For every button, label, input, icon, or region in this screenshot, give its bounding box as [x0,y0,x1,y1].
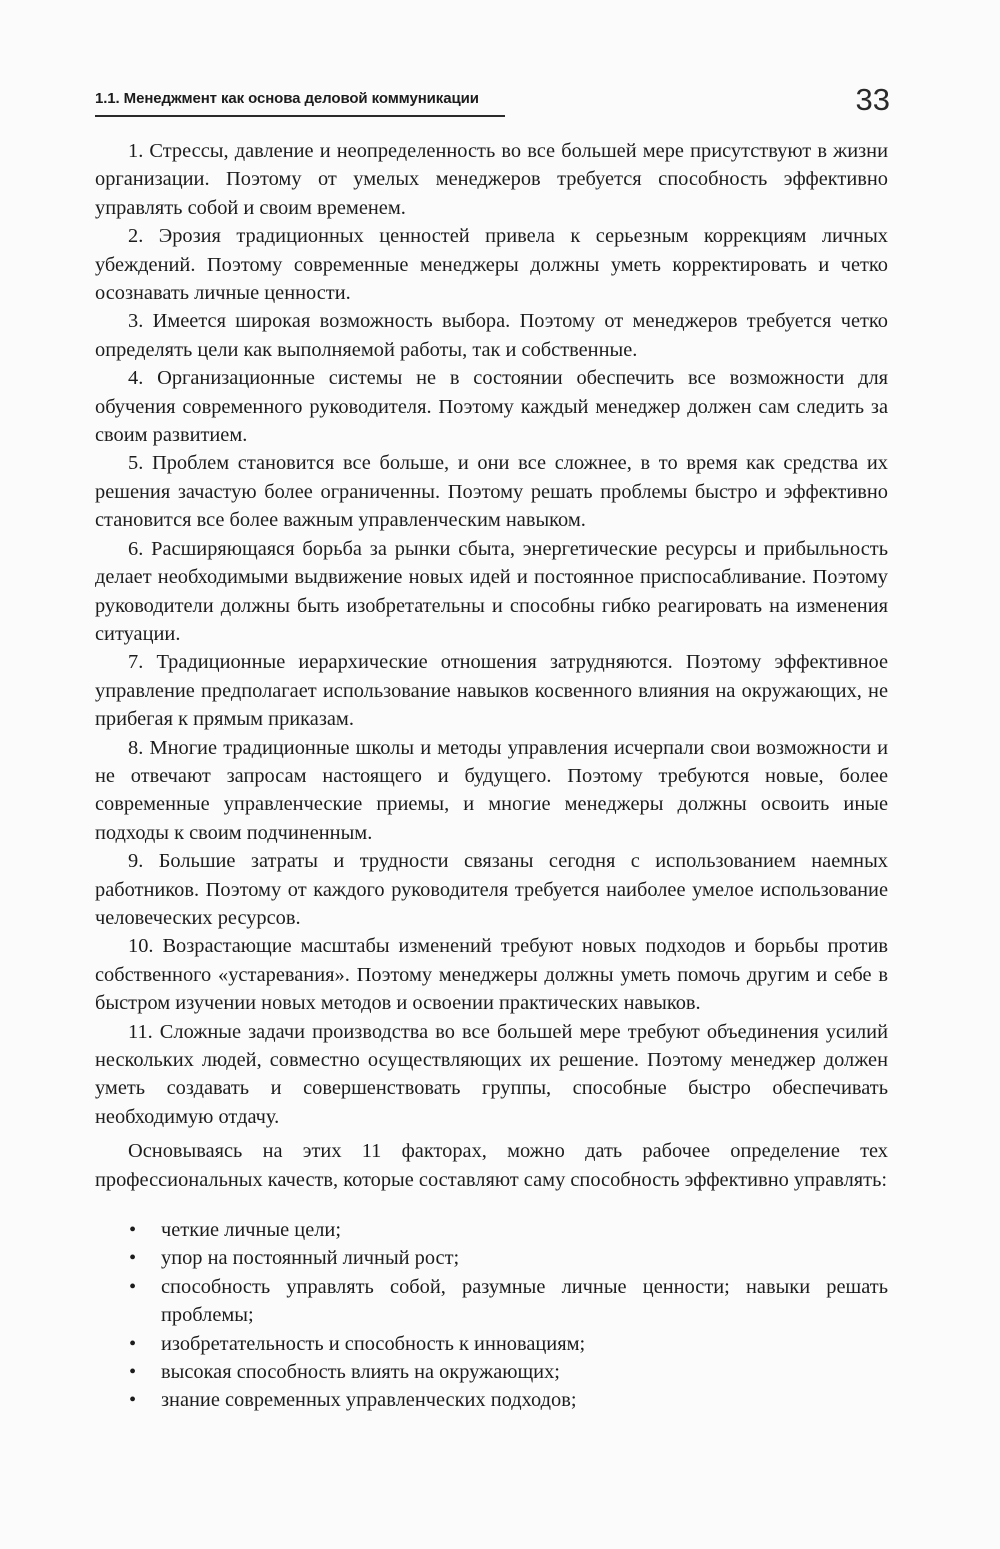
list-item-text: четкие личные цели; [161,1219,342,1242]
page-number: 33 [855,82,890,117]
section-title: 1.1. Менеджмент как основа деловой коммуникации [95,90,479,107]
bullet-icon: • [129,1389,137,1412]
numbered-item-1: 1. Стрессы, давление и неопределенность во все большей мере присутствуют в жизни организации. Поэтому от умелых менеджеров требуется способность эффективно управлять собой и своим временем. [95,140,888,219]
numbered-item-2: 2. Эрозия традиционных ценностей привела к серьезным коррекциям личных убеждений. Поэтому современные менеджеры должны уметь корректировать и четко осознавать личные ценности. [95,225,888,305]
summary-paragraph: Основываясь на этих 11 факторах, можно дать рабочее определение тех профессиональных качеств, которые составляют саму способность эффективно управлять: [95,1140,888,1191]
list-item-text: изобретательность и способность к инновациям; [161,1332,586,1355]
list-item [95,1216,888,1244]
header-rule [95,115,505,117]
list-item [95,1358,888,1386]
numbered-item-10: 10. Возрастающие масштабы изменений требуют новых подходов и борьбы против собственного «устаревания». Поэтому менеджеры должны уметь помочь другим и себе в быстром изучении новых методов и освоении практических навыков. [95,935,888,1015]
list-item [95,1330,888,1358]
numbered-item-11: 11. Сложные задачи производства во все большей мере требуют объединения усилий нескольких людей, совместно осуществляющих их решение. Поэтому менеджер должен уметь создавать и совершенствовать группы, способные быстро обеспечивать необходимую отдачу. [95,1020,888,1128]
numbered-item-7: 7. Традиционные иерархические отношения затрудняются. Поэтому эффективное управление предполагает использование навыков косвенного влияния на окружающих, не прибегая к прямым приказам. [95,651,888,731]
running-head [95,82,890,126]
list-item-text: способность управлять собой, разумные личные ценности; навыки решать проблемы; [161,1275,888,1327]
bullet-icon: • [129,1332,137,1355]
numbered-item-3: 3. Имеется широкая возможность выбора. Поэтому от менеджеров требуется четко определять цели как выполняемой работы, так и собственные. [95,310,888,361]
numbered-item-5: 5. Проблем становится все больше, и они все сложнее, в то время как средства их решения зачастую более ограниченны. Поэтому решать проблемы быстро и эффективно становится все более важным управленческим навыком. [95,452,888,532]
list-item-text: упор на постоянный личный рост; [161,1247,460,1270]
numbered-item-6: 6. Расширяющаяся борьба за рынки сбыта, энергетические ресурсы и прибыльность делает необходимыми выдвижение новых идей и постоянное приспосабливание. Поэтому руководители должны быть изобретательны и способны гибко реагировать на изменения ситуации. [95,537,888,645]
list-item [95,1244,888,1272]
list-item-text: знание современных управленческих подходов; [161,1389,577,1412]
bullet-icon: • [129,1219,137,1242]
bullet-icon: • [129,1275,137,1298]
numbered-item-8: 8. Многие традиционные школы и методы управления исчерпали свои возможности и не отвечают запросам настоящего и будущего. Поэтому требуются новые, более современные управленческие приемы, и многие менеджеры должны освоить иные подходы к своим подчиненным. [95,736,888,844]
numbered-item-4: 4. Организационные системы не в состоянии обеспечить все возможности для обучения современного руководителя. Поэтому каждый менеджер должен сам следить за своим развитием. [95,367,888,447]
bullet-icon: • [129,1361,137,1384]
bullet-icon: • [129,1247,137,1270]
qualities-list [95,1216,888,1415]
numbered-item-9: 9. Большие затраты и трудности связаны сегодня с использованием наемных работников. Поэтому от каждого руководителя требуется наиболее умелое использование человеческих ресурсов. [95,850,888,929]
body-text [95,137,888,1415]
list-item [95,1273,888,1330]
list-item [95,1386,888,1414]
list-item-text: высокая способность влиять на окружающих; [161,1361,560,1384]
